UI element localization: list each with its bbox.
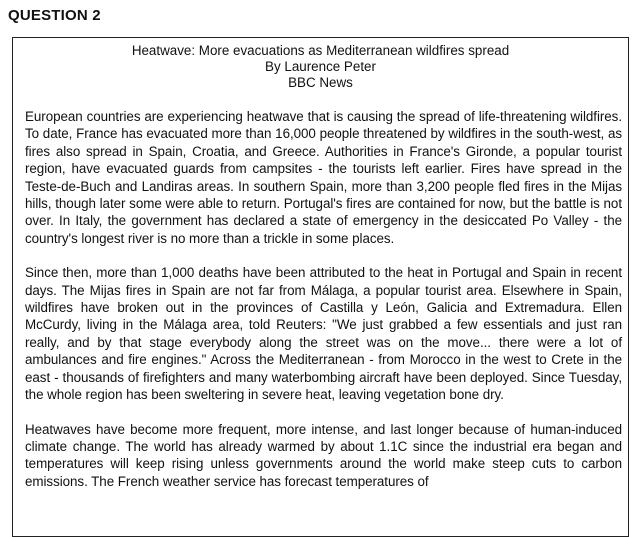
- question-heading: QUESTION 2: [8, 7, 101, 24]
- article-box: [12, 37, 629, 537]
- article-paragraph-1: European countries are experiencing heatwave that is causing the spread of life-threatening wildfires. To date, France has evacuated more than 16,000 people threatened by wildfires in the south-west, as fires also spread in Spain, Croatia, and Greece. Authorities in France's Gironde, a popular tourist region, have evacuated guards from campsites - the tourists left earlier. Fires have spread in the Teste-de-Buch and Landiras areas. In southern Spain, more than 3,200 people fled fires in the Mijas hills, though later some were able to return. Portugal's fires are contained for now, but the battle is not over. In Italy, the government has declared a state of emergency in the desiccated Po Valley - the country's longest river is no more than a trickle in some places.: [25, 109, 622, 246]
- article-header: [13, 43, 628, 91]
- article-title: Heatwave: More evacuations as Mediterranean wildfires spread: [131, 43, 510, 58]
- article-body: [25, 108, 622, 507]
- article-byline: By Laurence Peter: [265, 59, 376, 74]
- article-paragraph-2: Since then, more than 1,000 deaths have been attributed to the heat in Portugal and Spain in recent days. The Mijas fires in Spain are not far from Málaga, a popular tourist area. Elsewhere in Spain, wildfires have broken out in the provinces of Castilla y León, Galicia and Extremadura. Ellen McCurdy, living in the Málaga area, told Reuters: "We just grabbed a few essentials and just ran really, and by that stage everybody along the street was on the move... there were a lot of ambulances and fire engines." Across the Mediterranean - from Morocco in the west to Crete in the east - thousands of firefighters and many waterbombing aircraft have been deployed. Since Tuesday, the whole region has been sweltering in severe heat, leaving vegetation bone dry.: [25, 265, 622, 403]
- article-paragraph-3: Heatwaves have become more frequent, more intense, and last longer because of human-induced climate change. The world has already warmed by about 1.1C since the industrial era began and temperatures will keep rising unless governments around the world make steep cuts to carbon emissions. The French weather service has forecast temperatures of: [25, 421, 622, 489]
- article-source: BBC News: [288, 75, 353, 90]
